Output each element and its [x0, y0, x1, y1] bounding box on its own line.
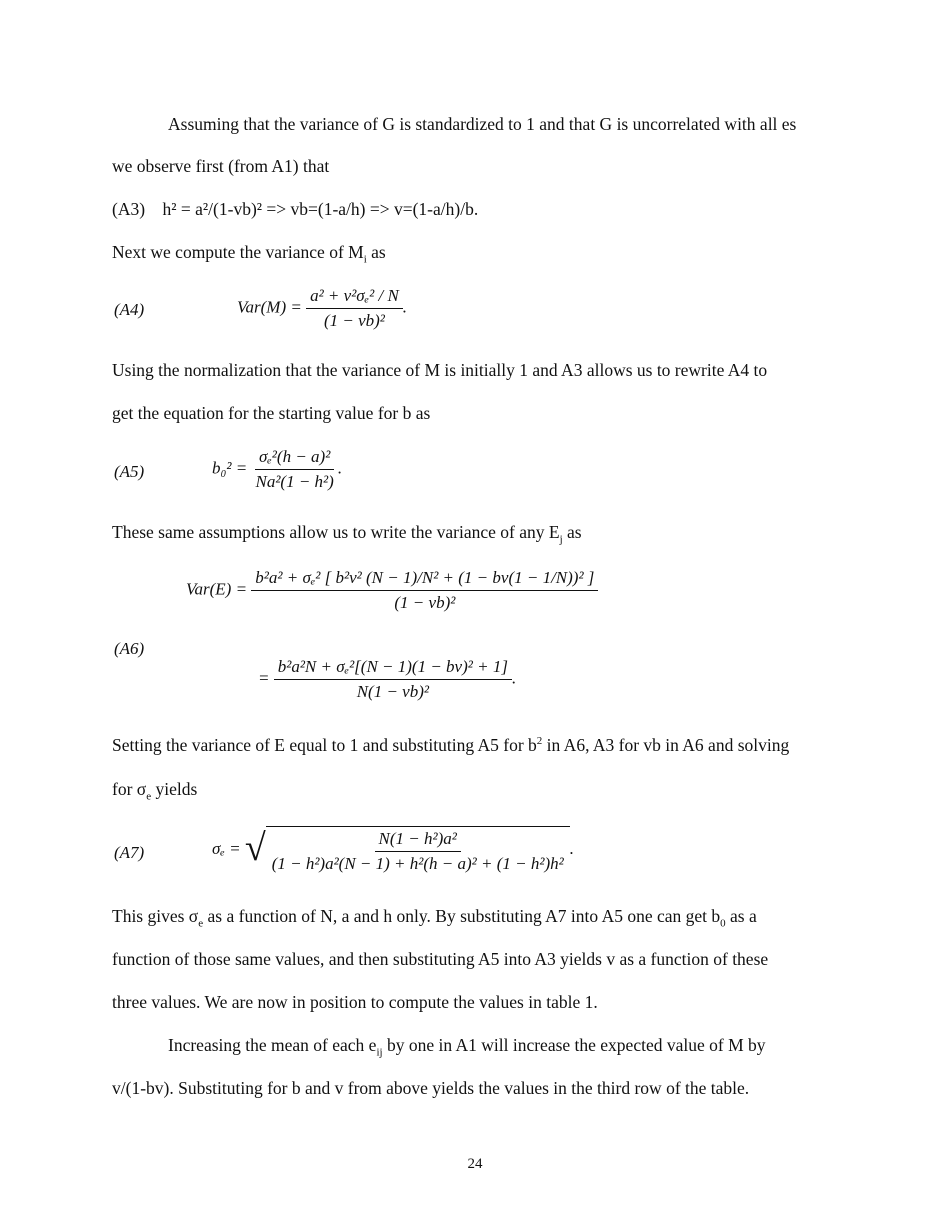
equation-a6-line1: Var(E) = $\frac{\text{b²a² + σₑ² [ b²v² (N − 1)/N² + (1 − bv(1 − 1/N))² ]}}{\text{(1 − vb)²}}$	[186, 568, 598, 613]
sqrt-sign: √ $\frac{\text{N(1 − h²)a²}}{\text{(1 − h²)a²(N − 1) + h²(h − a)² + (1 − h²)h²}}$	[245, 826, 570, 874]
equation-a5: b₀² = $\frac{\text{σₑ²(h − a)²}}{\text{Na²(1 − h²)}}$ .	[212, 447, 343, 491]
paragraph-line: for $\sigma_e$ yields	[112, 779, 198, 803]
paragraph-line: Assuming that the variance of G is standardized to 1 and that G is uncorrelated with all es	[168, 114, 797, 134]
paragraph-line: Setting the variance of E equal to 1 and substituting A5 for $b^2$ in A6, A3 for vb in A6 and solving	[112, 735, 790, 755]
equation-label: (A5)	[114, 462, 145, 481]
paragraph-line: three values. We are now in position to compute the values in table 1.	[112, 992, 598, 1012]
paragraph-line: we observe first (from A1) that	[112, 156, 330, 176]
equation-a3: (A3) h² = a²/(1-vb)² => vb=(1-a/h) => v=(1-a/h)/b.	[112, 199, 479, 219]
equation-a7: σₑ = √ $\frac{\text{N(1 − h²)a²}}{\text{(1 − h²)a²(N − 1) + h²(h − a)² + (1 − h²)h²}}$ .	[212, 827, 574, 873]
equation-label: (A4)	[114, 300, 145, 319]
paragraph-line: Using the normalization that the variance of M is initially 1 and A3 allows us to rewrite A4 to	[112, 360, 768, 380]
paragraph-line: These same assumptions allow us to write the variance of any $E_j$ as	[112, 522, 582, 546]
equation-a6-line2: = $\frac{\text{b²a²N + σₑ²[(N − 1)(1 − bv)² + 1]}}{\text{N(1 − vb)²}}$ .	[258, 657, 517, 701]
paragraph-line: v/(1-bv). Substituting for b and v from above yields the values in the third row of the table.	[112, 1078, 750, 1098]
paragraph-line: function of those same values, and then substituting A5 into A3 yields v as a function of these	[112, 949, 769, 969]
equation-label: (A7)	[114, 843, 145, 862]
equation-label: (A6)	[114, 639, 145, 658]
page-number: 24	[467, 1156, 483, 1172]
paragraph-line: Next we compute the variance of $M_i$ as	[112, 242, 386, 266]
equation-a4: Var(M) = $\frac{\text{a² + v²σₑ² / N}}{\text{(1 − vb)²}}$ .	[237, 286, 408, 330]
paragraph-line: This gives $\sigma_e$ as a function of N, a and h only. By substituting A7 into A5 one can get $b_0$ as a	[112, 906, 757, 930]
paragraph-line: get the equation for the starting value for b as	[112, 403, 431, 423]
paragraph-line: Increasing the mean of each $e_{ij}$ by one in A1 will increase the expected value of M by	[168, 1035, 766, 1059]
